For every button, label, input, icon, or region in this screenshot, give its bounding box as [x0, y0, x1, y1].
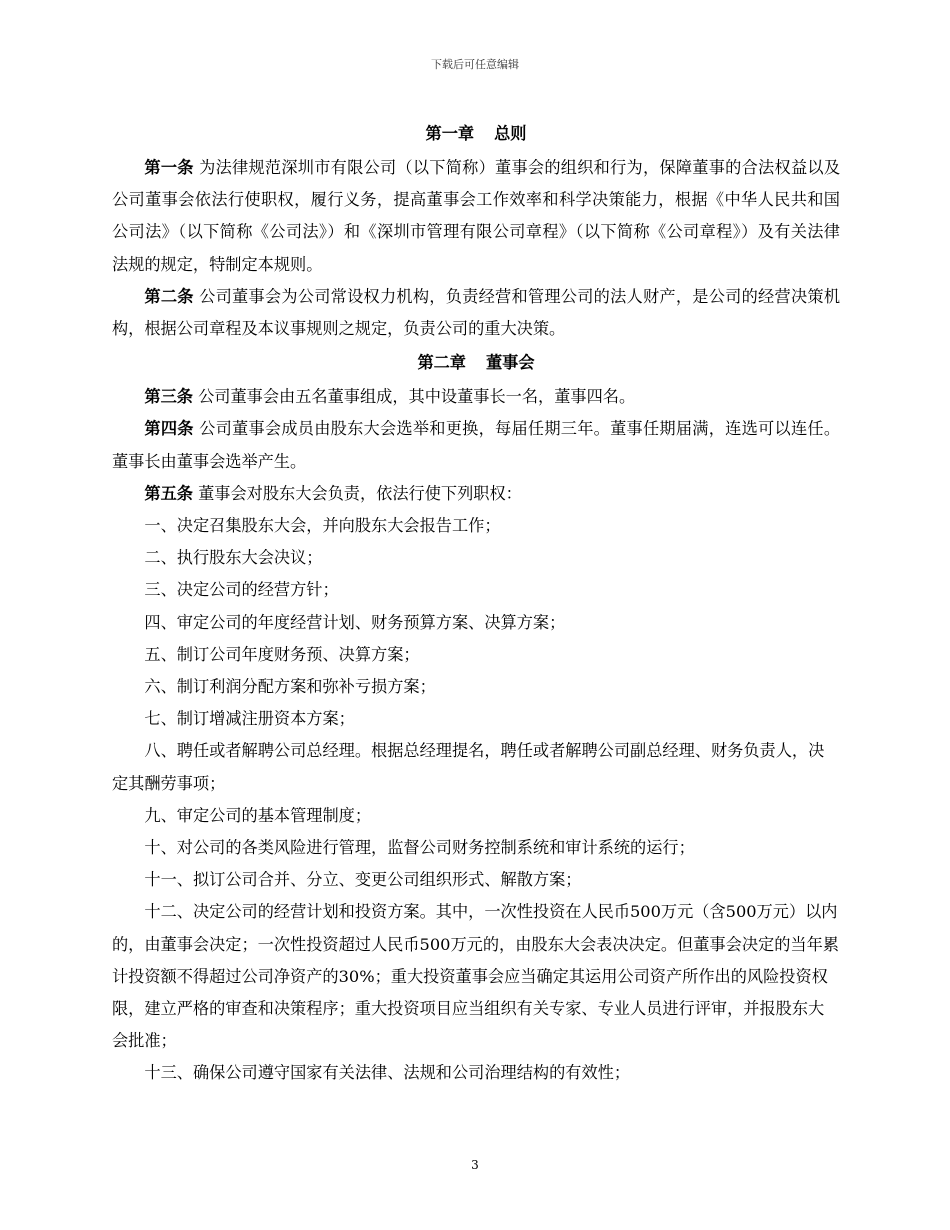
article-label: 第五条	[144, 483, 193, 503]
chapter-title: 董事会	[486, 353, 535, 373]
page-number: 3	[471, 1158, 479, 1172]
page-header: 下载后可任意编辑	[431, 58, 519, 71]
list-item: 三、决定公司的经营方针；	[144, 580, 339, 600]
list-item: 十一、拟订公司合并、分立、变更公司组织形式、解散方案；	[144, 870, 582, 890]
chapter-number: 第二章	[417, 353, 466, 373]
list-item: 九、审定公司的基本管理制度；	[144, 805, 372, 825]
article-3	[112, 381, 840, 413]
chapter-number: 第一章	[425, 124, 475, 143]
list-item: 五、制订公司年度财务预、决算方案；	[144, 644, 420, 664]
list-item: 七、制订增减注册资本方案；	[144, 709, 355, 729]
article-label: 第三条	[144, 387, 193, 407]
article-5	[112, 478, 840, 510]
list-item: 十、对公司的各类风险进行管理，监督公司财务控制系统和审计系统的运行；	[144, 838, 695, 858]
chapter-title: 总则	[494, 124, 527, 143]
article-label: 第一条	[144, 158, 194, 177]
list-item: 六、制订利润分配方案和弥补亏损方案；	[144, 677, 436, 697]
list-item: 八、聘任或者解聘公司总经理。根据总经理提名，聘任或者解聘公司副总经理、财务负责人，决定其酬劳事项；	[112, 741, 825, 793]
article-text: 公司董事会为公司常设权力机构，负责经营和管理公司的法人财产，是公司的经营决策机构，根据公司章程及本议事规则之规定，负责公司的重大决策。	[112, 286, 841, 339]
list-item: 十三、确保公司遵守国家有关法律、法规和公司治理结构的有效性；	[144, 1063, 631, 1083]
article-text: 董事会对股东大会负责，依法行使下列职权：	[198, 483, 522, 503]
article-text: 公司董事会成员由股东大会选举和更换，每届任期三年。董事任期届满，连选可以连任。董事长由董事会选举产生。	[112, 419, 841, 471]
list-item: 十二、决定公司的经营计划和投资方案。其中，一次性投资在人民币500万元（含500万元）以内的，由董事会决定；一次性投资超过人民币500万元的，由股东大会表决决定。但董事会决定的当年累计投资额不得超过公司净资产的30%；重大投资董事会应当确定其运用公司资产所作出的风险投资权限，建立严格的审查和决策程序；重大投资项目应当组织有关专家、专业人员进行评审，并报股东大会批准；	[112, 902, 839, 1051]
article-2	[112, 281, 840, 345]
list-item: 一、决定召集股东大会，并向股东大会报告工作；	[144, 516, 501, 536]
list-item: 二、执行股东大会决议；	[144, 548, 323, 568]
document-body	[112, 116, 840, 1090]
article-1	[112, 152, 840, 281]
article-4	[112, 413, 840, 477]
article-label: 第二条	[144, 286, 194, 306]
list-item: 四、审定公司的年度经营计划、财务预算方案、决算方案；	[144, 612, 566, 632]
chapter-heading-1	[112, 116, 840, 152]
chapter-heading-2	[112, 345, 840, 381]
article-label: 第四条	[144, 419, 194, 439]
article-text: 为法律规范深圳市有限公司（以下简称）董事会的组织和行为，保障董事的合法权益以及公司董事会依法行使职权，履行义务，提高董事会工作效率和科学决策能力，根据《中华人民共和国公司法》（以下简称《公司法》）和《深圳市管理有限公司章程》（以下简称《公司章程》）及有关法律法规的规定，特制定本规则。	[112, 158, 841, 274]
article-text: 公司董事会由五名董事组成，其中设董事长一名，董事四名。	[198, 387, 636, 407]
